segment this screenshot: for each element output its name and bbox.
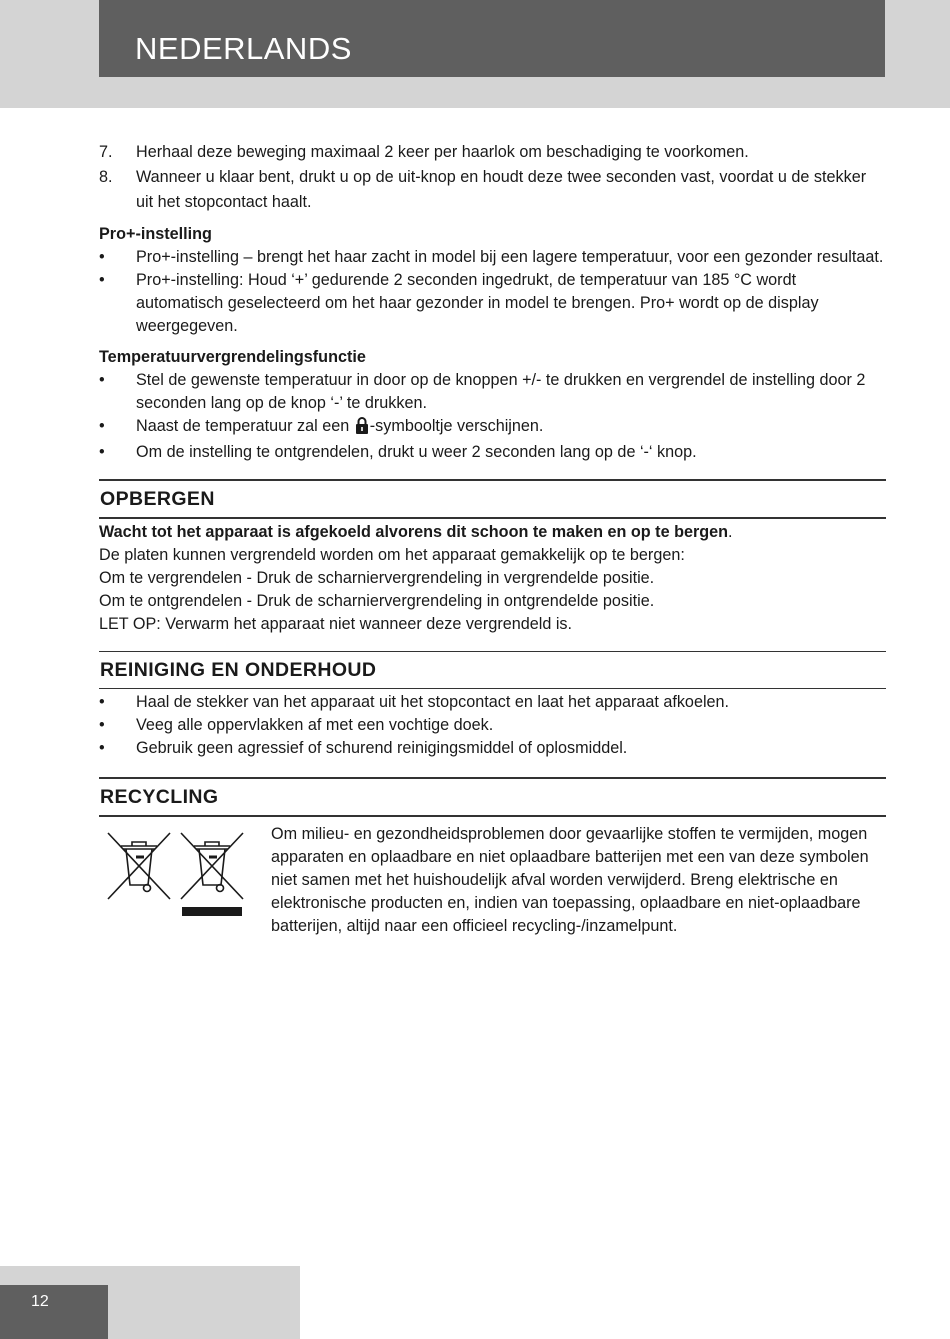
bullet-item [99,269,886,338]
section-recycling [99,777,886,957]
bullet-item [99,714,886,737]
recycling-row [99,817,886,957]
section-body [99,519,886,636]
section-title: OPBERGEN [99,479,886,519]
paragraph-line: Om te vergrendelen - Druk de scharniervergrendeling in vergrendelde positie. [99,569,655,587]
bullet-text: Stel de gewenste temperatuur in door op de knoppen +/- te drukken en vergrendel de instelling door 2 seconden lang op de knop ‘-’ te drukken. [136,371,866,412]
step-text: Wanneer u klaar bent, drukt u op de uit-knop en houdt deze twee seconden vast, voordat u de stekker uit het stopcontact haalt. [136,168,867,211]
bullet-text: Om de instelling te ontgrendelen, drukt u weer 2 seconden lang op de ‘-‘ knop. [136,443,697,461]
warning-line [99,521,886,544]
recycling-symbols [107,827,245,919]
bullet-item [99,737,886,760]
bullet-icon: • [99,739,105,757]
bar-symbol [182,907,242,916]
bullet-item [99,441,886,464]
page-content [99,141,886,957]
bullet-text-after: -symbooltje verschijnen. [369,417,544,435]
bullet-icon: • [99,371,105,389]
step-number: 8. [99,168,113,186]
pro-heading: Pro+-instelling [99,225,212,243]
bullet-icon: • [99,693,105,711]
paragraph-line: Om te ontgrendelen - Druk de scharniervergrendeling in ontgrendelde positie. [99,592,655,610]
crossed-out-bin-icon [108,833,170,899]
bullet-icon: • [99,716,105,734]
step-number: 7. [99,143,113,161]
section-body [99,689,886,760]
header-title-box [99,0,885,77]
paragraph-line: De platen kunnen vergrendeld worden om het apparaat gemakkelijk op te bergen: [99,546,685,564]
bullet-icon: • [99,417,105,435]
recycling-text: Om milieu- en gezondheidsproblemen door gevaarlijke stoffen te vermijden, mogen apparaten en oplaadbare en niet oplaadbare batterijen met een van deze symbolen niet samen met het huishoudelijk afval worden verwijderd. Breng elektrische en elektronische producten en, indien van toepassing, oplaadbare en niet-oplaadbare batterijen, altijd naar een officieel recycling-/inzamelpunt. [271,825,869,935]
bullet-text: Pro+-instelling: Houd ‘+’ gedurende 2 seconden ingedrukt, de temperatuur van 185 °C wordt automatisch geselecteerd om het haar gezonder in model te brengen. Pro+ wordt op de display weergegeven. [136,271,819,335]
bullet-icon: • [99,248,105,266]
section-reiniging [99,651,886,760]
language-title: NEDERLANDS [135,31,352,66]
section-title: REINIGING EN ONDERHOUD [99,651,886,689]
lock-icon [355,416,369,441]
section-opbergen [99,479,886,636]
footer-box [0,1285,108,1339]
bullet-item [99,246,886,269]
bullet-text: Veeg alle oppervlakken af met een vochtige doek. [136,716,494,734]
bullet-text: Gebruik geen agressief of schurend reinigingsmiddel of oplosmiddel. [136,739,628,757]
bullet-text-before: Naast de temperatuur zal een [136,417,354,435]
bullet-icon: • [99,271,105,289]
warning-text: Wacht tot het apparaat is afgekoeld alvorens dit schoon te maken en op te bergen [99,523,729,541]
bullet-item [99,415,886,441]
step-text: Herhaal deze beweging maximaal 2 keer per haarlok om beschadiging te voorkomen. [136,143,749,161]
bullet-text: Pro+-instelling – brengt het haar zacht in model bij een lagere temperatuur, voor een gezonder resultaat. [136,248,884,266]
crossed-out-bin-icon [181,833,243,899]
section-title: RECYCLING [99,777,886,817]
bullet-item [99,691,886,714]
step-item [99,141,886,164]
paragraph-line: LET OP: Verwarm het apparaat niet wanneer deze vergrendeld is. [99,615,573,633]
bullet-icon: • [99,443,105,461]
lock-function-heading: Temperatuurvergrendelingsfunctie [99,348,366,366]
warning-period: . [728,523,733,541]
bullet-item [99,369,886,415]
bullet-text: Haal de stekker van het apparaat uit het stopcontact en laat het apparaat afkoelen. [136,693,730,711]
step-item [99,165,886,215]
page-number: 12 [31,1293,49,1310]
